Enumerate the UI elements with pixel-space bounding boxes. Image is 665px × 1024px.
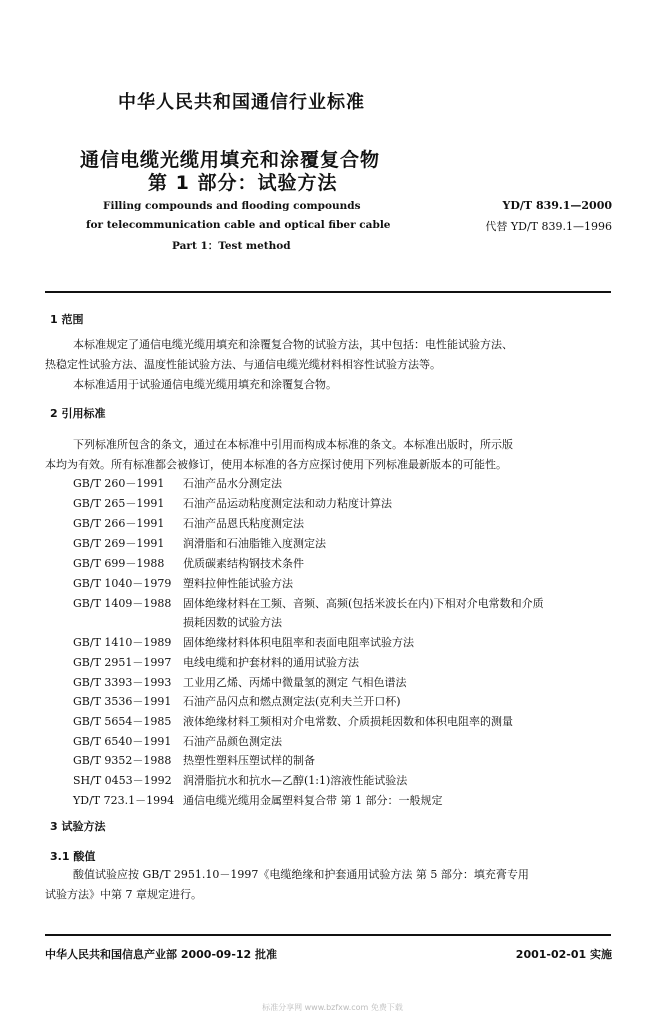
reference-item (73, 595, 544, 611)
reference-code: GB/T 2951－1997 (73, 656, 172, 669)
standard-number: YD/T 839.1—2000 (502, 199, 612, 212)
section-1-paragraph-1a: 本标准规定了通信电缆光缆用填充和涂覆复合物的试验方法，其中包括：电性能试验方法、 (73, 338, 513, 351)
implementation-date: 2001-02-01 实施 (515, 948, 612, 961)
title-cn-line1: 通信电缆光缆用填充和涂覆复合物 (80, 149, 381, 171)
reference-item (73, 674, 407, 690)
reference-title: 石油产品颜色测定法 (183, 735, 282, 748)
reference-title: 液体绝缘材料工频相对介电常数、介质损耗因数和体积电阻率的测量 (183, 715, 513, 728)
reference-item (73, 614, 282, 630)
reference-code: GB/T 1040－1979 (73, 577, 172, 590)
section-2-paragraph-b: 本均为有效。所有标准都会被修订，使用本标准的各方应探讨使用下列标准最新版本的可能性。 (45, 458, 507, 471)
top-divider (45, 291, 611, 293)
reference-code: GB/T 3536－1991 (73, 695, 172, 708)
reference-title: 石油产品恩氏粘度测定法 (183, 517, 304, 530)
reference-code: YD/T 723.1－1994 (73, 794, 175, 807)
reference-code: GB/T 1410－1989 (73, 636, 172, 649)
watermark: 标准分享网 www.bzfxw.com 免费下载 (262, 1003, 403, 1012)
section-3-1-paragraph-b: 试验方法》中第 7 章规定进行。 (45, 888, 202, 901)
reference-item (73, 555, 304, 571)
section-3-title: 3 试验方法 (50, 820, 106, 833)
reference-code: GB/T 266－1991 (73, 517, 165, 530)
reference-title: 润滑脂和石油脂锥入度测定法 (183, 537, 326, 550)
reference-title: 通信电缆光缆用金属塑料复合带 第 1 部分：一般规定 (183, 794, 443, 807)
reference-item (73, 495, 392, 511)
section-1-paragraph-2: 本标准适用于试验通信电缆光缆用填充和涂覆复合物。 (73, 378, 337, 391)
reference-title: 优质碳素结构钢技术条件 (183, 557, 304, 570)
section-1-paragraph-1b: 热稳定性试验方法、温度性能试验方法、与通信电缆光缆材料相容性试验方法等。 (45, 358, 441, 371)
reference-code: GB/T 9352－1988 (73, 754, 172, 767)
reference-title: 石油产品闪点和燃点测定法(克利夫兰开口杯) (183, 695, 401, 708)
reference-item (73, 575, 293, 591)
title-cn-line2: 第 1 部分：试验方法 (148, 172, 338, 194)
reference-code: SH/T 0453－1992 (73, 774, 172, 787)
section-3-1-paragraph-a: 酸值试验应按 GB/T 2951.10－1997《电缆绝缘和护套通用试验方法 第 5 部分：填充膏专用 (73, 868, 529, 881)
reference-title: 固体绝缘材料体积电阻率和表面电阻率试验方法 (183, 636, 414, 649)
reference-item (73, 792, 443, 808)
reference-title: 工业用乙烯、丙烯中微量氢的测定 气相色谱法 (183, 676, 407, 689)
reference-item (73, 515, 304, 531)
reference-title: 电线电缆和护套材料的通用试验方法 (183, 656, 359, 669)
reference-code: GB/T 3393－1993 (73, 676, 172, 689)
reference-title: 润滑脂抗水和抗水—乙醇(1:1)溶液性能试验法 (183, 774, 408, 787)
footer-divider (45, 934, 611, 936)
reference-code: GB/T 269－1991 (73, 537, 165, 550)
title-en-line1: Filling compounds and flooding compounds (103, 200, 361, 212)
reference-item (73, 733, 282, 749)
title-en-line2: for telecommunication cable and optical fiber cable (86, 219, 391, 231)
reference-item (73, 535, 326, 551)
reference-title: 热塑性塑料压塑试样的制备 (183, 754, 315, 767)
reference-code: GB/T 5654－1985 (73, 715, 172, 728)
reference-title: 石油产品运动粘度测定法和动力粘度计算法 (183, 497, 392, 510)
reference-title: 固体绝缘材料在工频、音频、高频(包括米波长在内)下相对介电常数和介质 (183, 597, 544, 610)
replaces-standard: 代替 YD/T 839.1—1996 (485, 220, 612, 233)
standard-category-header: 中华人民共和国通信行业标准 (118, 92, 365, 113)
reference-title: 损耗因数的试验方法 (183, 616, 282, 629)
reference-item (73, 634, 414, 650)
reference-item (73, 654, 359, 670)
reference-code: GB/T 699－1988 (73, 557, 165, 570)
reference-item (73, 693, 401, 709)
reference-code: GB/T 260－1991 (73, 477, 165, 490)
section-2-title: 2 引用标准 (50, 407, 106, 420)
reference-item (73, 475, 282, 491)
section-2-paragraph-a: 下列标准所包含的条文，通过在本标准中引用而构成本标准的条文。本标准出版时，所示版 (73, 438, 513, 451)
reference-code: GB/T 6540－1991 (73, 735, 172, 748)
section-3-1-title: 3.1 酸值 (50, 850, 96, 863)
reference-title: 塑料拉伸性能试验方法 (183, 577, 293, 590)
reference-item (73, 713, 513, 729)
section-1-title: 1 范围 (50, 313, 84, 326)
title-en-line3: Part 1：Test method (172, 240, 291, 252)
approval-date: 中华人民共和国信息产业部 2000-09-12 批准 (45, 948, 278, 961)
reference-title: 石油产品水分测定法 (183, 477, 282, 490)
reference-item (73, 752, 315, 768)
reference-item (73, 772, 407, 788)
reference-code: GB/T 1409－1988 (73, 597, 172, 610)
reference-code: GB/T 265－1991 (73, 497, 165, 510)
